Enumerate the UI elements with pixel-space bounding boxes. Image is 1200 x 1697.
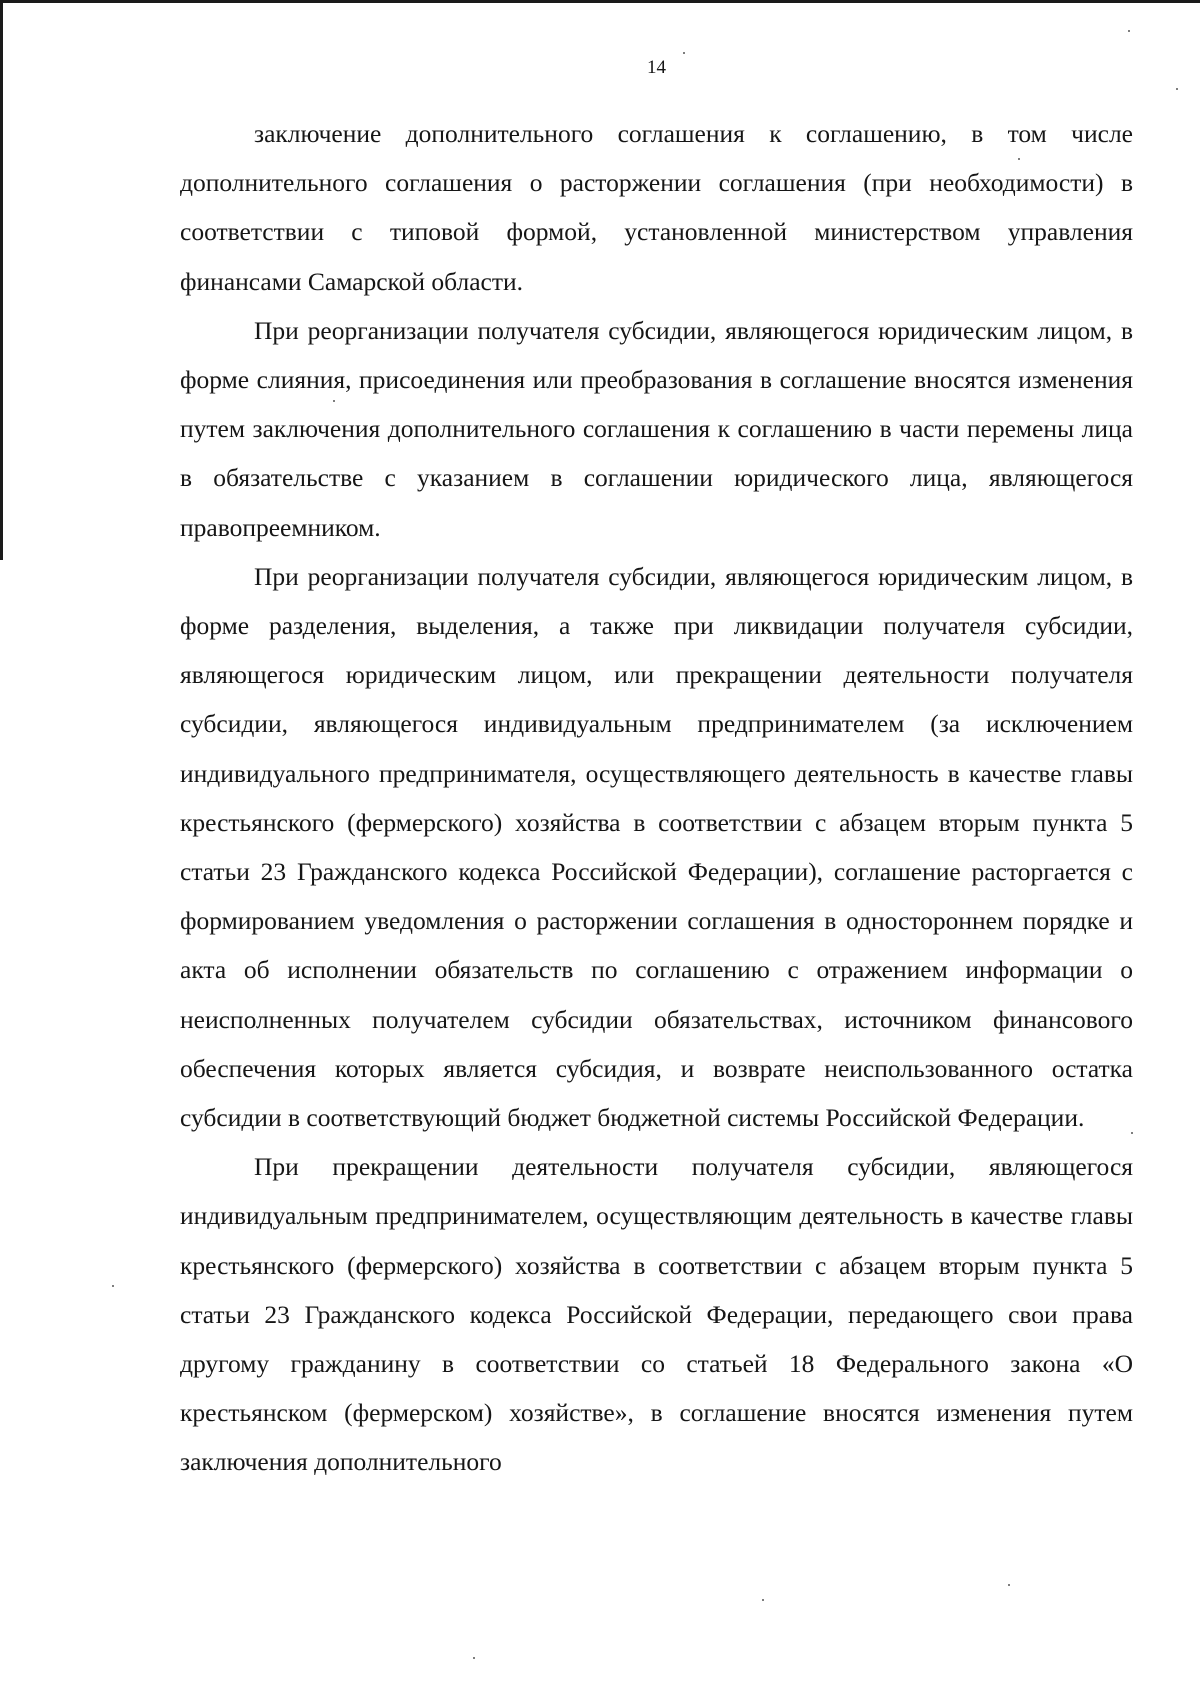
scan-speck — [1018, 158, 1020, 160]
scan-edge-top — [0, 0, 1200, 3]
page-number: 14 — [647, 57, 666, 78]
paragraph-reorganization-merger: При реорганизации получателя субсидии, являющегося юридическим лицом, в форме слияния, присоединения или преобразования в соглашение вносятся изменения путем заключения дополнительного соглашения к соглашению в части перемены лица в обязательстве с указанием в соглашении юридического лица, являющегося правопреемником. — [180, 315, 1133, 542]
scan-speck — [473, 1657, 475, 1659]
scan-speck — [333, 400, 335, 402]
scan-speck — [1131, 1132, 1133, 1134]
scan-speck — [112, 1285, 114, 1287]
scan-speck — [683, 52, 685, 54]
scan-speck — [1008, 1584, 1010, 1586]
scan-speck — [762, 1599, 764, 1601]
scan-edge-left — [0, 0, 3, 560]
paragraph-reorganization-division: При реорганизации получателя субсидии, являющегося юридическим лицом, в форме разделения, выделения, а также при ликвидации получателя субсидии, являющегося юридическим лицом, или прекращении деятельности получателя субсидии, являющегося индивидуальным предпринимателем (за исключением индивидуального предпринимателя, осуществляющего деятельность в качестве главы крестьянского (фермерского) хозяйства в соответствии с абзацем вторым пункта 5 статьи 23 Гражданского кодекса Российской Федерации), соглашение расторгается с формированием уведомления о расторжении соглашения в одностороннем порядке и акта об исполнении обязательств по соглашению с отражением информации о неисполненных получателем субсидии обязательствах, источником финансового обеспечения которых является субсидия, и возврате неиспользованного остатка субсидии в соответствующий бюджет бюджетной системы Российской Федерации. — [180, 561, 1133, 1133]
paragraph-1-continuation: заключение дополнительного соглашения к соглашению, в том числе дополнительного соглашения о расторжении соглашения (при необходимости) в соответствии с типовой формой, установленной министерством управления финансами Самарской области. — [180, 119, 1133, 296]
scan-speck — [1128, 30, 1130, 32]
document-body — [180, 109, 1133, 1487]
paragraph-farm-termination: При прекращении деятельности получателя субсидии, являющегося индивидуальным предпринимателем, осуществляющим деятельность в качестве главы крестьянского (фермерского) хозяйства в соответствии с абзацем вторым пункта 5 статьи 23 Гражданского кодекса Российской Федерации, передающего свои права другому гражданину в соответствии со статьей 18 Федерального закона «О крестьянском (фермерском) хозяйстве», в соглашение вносятся изменения путем заключения дополнительного — [180, 1152, 1133, 1477]
scan-speck — [1176, 88, 1178, 90]
